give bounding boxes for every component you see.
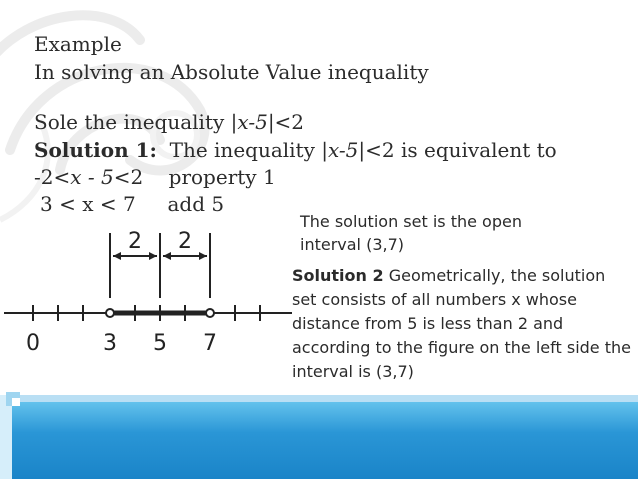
footer-left-strip: [0, 395, 12, 479]
problem-suffix: |<2: [267, 110, 305, 134]
solution1-text-b: |<2 is equivalent to: [358, 138, 557, 162]
tick-label-0: 0: [26, 331, 40, 356]
distance-label-right: 2: [178, 229, 192, 254]
open-endpoint-3: [106, 309, 114, 317]
solution1-text-a: The inequality |: [156, 138, 328, 162]
solution1-variable: x-5: [327, 138, 359, 162]
tick-label-3: 3: [103, 331, 117, 356]
problem-variable: x-5: [237, 110, 268, 134]
solution2-label: Solution 2: [292, 266, 384, 285]
arrowhead: [149, 252, 157, 260]
solution1-label: Solution 1:: [34, 138, 157, 162]
solution2-text: Geometrically, the solution set consists of all numbers x whose distance from 5 is less than 2 and according to the figure on the left side the interval is (3,7): [292, 266, 631, 381]
step1-line: [34, 164, 276, 190]
tick-label-7: 7: [203, 331, 217, 356]
footer-accent-bar: [0, 402, 638, 479]
solution1-line: [34, 137, 557, 163]
solution2-paragraph: [292, 264, 632, 384]
tick-label-5: 5: [153, 331, 167, 356]
arrowhead: [199, 252, 207, 260]
footer-corner-square-inner: [12, 398, 20, 406]
problem-statement: [34, 109, 304, 135]
step2-line: 3 < x < 7 add 5: [40, 192, 225, 216]
solution-set-note: The solution set is the open interval (3,7): [300, 212, 522, 254]
step1-b: <2 property 1: [113, 165, 276, 189]
open-endpoint-7: [206, 309, 214, 317]
arrowhead: [163, 252, 171, 260]
step1-variable: x - 5: [70, 165, 114, 189]
footer-edge: [0, 395, 638, 402]
arrowhead: [113, 252, 121, 260]
subheading: In solving an Absolute Value inequality: [34, 60, 429, 84]
step1-a: -2<: [34, 165, 71, 189]
example-heading: Example: [34, 32, 122, 56]
number-line-figure: [0, 228, 300, 368]
distance-label-left: 2: [128, 229, 142, 254]
problem-prefix: Sole the inequality |: [34, 110, 238, 134]
